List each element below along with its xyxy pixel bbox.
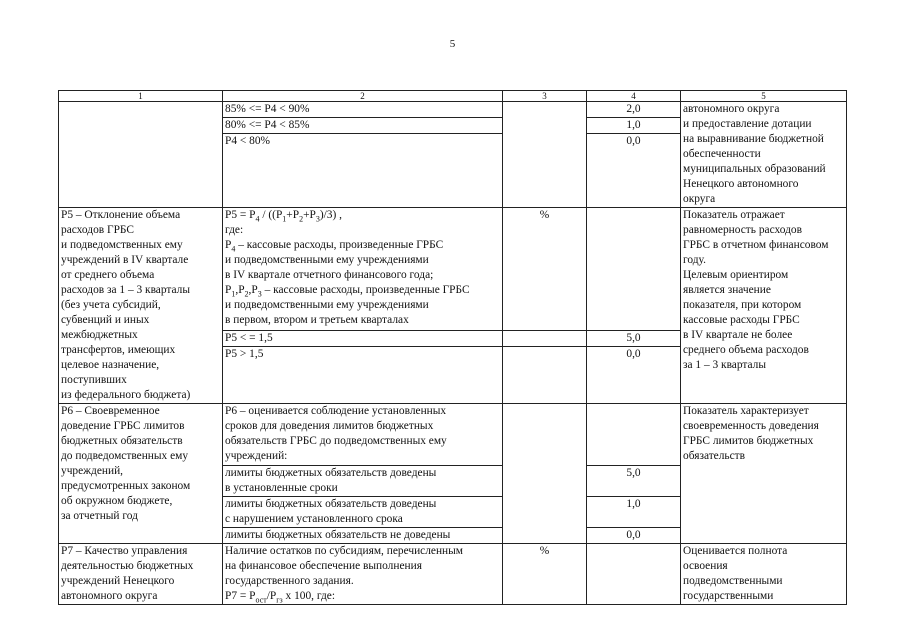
indicator-description: автономного округа и предоставление дотации на выравнивание бюджетной обеспеченности муниципальных образований Ненецкого автономного округа	[681, 102, 847, 208]
formula-subscript: 1	[282, 214, 287, 224]
formula-text: Р5 = Р	[225, 209, 256, 221]
column-number-5: 5	[681, 91, 847, 102]
formula-p5	[225, 208, 500, 223]
definition-text: ,Р	[248, 284, 258, 296]
table-row	[59, 544, 847, 605]
condition-cell: Р5 > 1,5	[223, 347, 503, 404]
formula-text: /Р	[266, 590, 277, 602]
score-cell: 1,0	[587, 497, 681, 528]
score-cell: 1,0	[587, 118, 681, 134]
condition-cell: лимиты бюджетных обязательств доведены с нарушением установленного срока	[223, 497, 503, 528]
indicator-name-p7: Р7 – Качество управления деятельностью бюджетных учреждений Ненецкого автономного округа	[59, 544, 223, 605]
table-row	[59, 208, 847, 331]
condition-cell: Р5 < = 1,5	[223, 330, 503, 346]
definition-text: ,Р	[235, 284, 245, 296]
score-cell: 0,0	[587, 528, 681, 544]
formula-subscript: 4	[255, 214, 260, 224]
formula-cell-p7	[223, 544, 503, 605]
formula-text: +Р	[286, 209, 300, 221]
definition-text: – кассовые расходы, произведенные ГРБС и подведомственными ему учреждениями в первом, втором и третьем кварталах	[225, 284, 470, 326]
score-cell: 5,0	[587, 330, 681, 346]
score-cell: 0,0	[587, 347, 681, 404]
unit-cell	[503, 347, 587, 404]
indicator-name-p6: Р6 – Своевременное доведение ГРБС лимитов бюджетных обязательств до подведомственных ему учреждений, предусмотренных законом об окружном бюджете, за отчетный год	[59, 404, 223, 544]
unit-cell	[503, 330, 587, 346]
score-cell: 5,0	[587, 466, 681, 497]
p123-definition	[225, 283, 500, 328]
indicators-table	[58, 90, 847, 605]
unit-cell-p6	[503, 404, 587, 544]
column-number-2: 2	[223, 91, 503, 102]
formula-cell-p5	[223, 208, 503, 331]
score-cell	[587, 544, 681, 605]
condition-intro-p6: Р6 – оценивается соблюдение установленных сроков для доведения лимитов бюджетных обязательств ГРБС до подведомственных ему учреждений:	[223, 404, 503, 466]
definition-text: Р	[225, 284, 232, 296]
unit-cell-p7: %	[503, 544, 587, 605]
condition-cell: лимиты бюджетных обязательств не доведены	[223, 528, 503, 544]
condition-cell: 85% <= P4 < 90%	[223, 102, 503, 118]
formula-p7	[225, 589, 500, 604]
definition-subscript: 1	[231, 289, 236, 299]
definition-subscript: 2	[244, 289, 249, 299]
formula-text: +Р	[303, 209, 316, 221]
score-cell: 0,0	[587, 134, 681, 208]
formula-subscript: 3	[315, 214, 320, 224]
unit-cell	[503, 102, 587, 208]
indicator-description-p5: Показатель отражает равномерность расходов ГРБС в отчетном финансовом году. Целевым ориентиром является значение показателя, при котором кассовые расходы ГРБС в IV квартале не более среднего объема расходов за 1 – 3 кварталы	[681, 208, 847, 404]
indicator-name-cell	[59, 102, 223, 208]
p4-definition	[225, 238, 500, 283]
formula-text: )/3) ,	[319, 209, 342, 221]
formula-subscript: гз	[276, 595, 283, 605]
definition-text: – кассовые расходы, произведенные ГРБС и подведомственными ему учреждениями в IV квартале отчетного финансового года;	[225, 239, 444, 281]
table-row	[59, 404, 847, 466]
indicator-description-p6: Показатель характеризует своевременность доведения ГРБС лимитов бюджетных обязательств	[681, 404, 847, 544]
formula-text: / ((Р	[259, 209, 283, 221]
score-cell	[587, 404, 681, 466]
definition-subscript: 3	[257, 289, 262, 299]
column-number-1: 1	[59, 91, 223, 102]
condition-cell: лимиты бюджетных обязательств доведены в установленные сроки	[223, 466, 503, 497]
definition-subscript: 4	[231, 244, 236, 254]
column-number-3: 3	[503, 91, 587, 102]
column-number-4: 4	[587, 91, 681, 102]
formula-text: х 100, где:	[282, 590, 335, 602]
condition-cell: P4 < 80%	[223, 134, 503, 208]
formula-subscript: 2	[299, 214, 304, 224]
page-number: 5	[449, 38, 456, 50]
formula-subscript: ост	[255, 595, 267, 605]
score-cell	[587, 208, 681, 331]
definition-text: Р	[225, 239, 232, 251]
formula-text: Р7 = Р	[225, 590, 256, 602]
condition-cell: 80% <= P4 < 85%	[223, 118, 503, 134]
indicator-name-p5: Р5 – Отклонение объема расходов ГРБС и подведомственных ему учреждений в IV квартале от среднего объема расходов за 1 – 3 кварталы (без учета субсидий, субвенций и иных межбюджетных трансфертов, имеющих целевое назначение, поступивших из федерального бюджета)	[59, 208, 223, 404]
unit-cell-p5: %	[503, 208, 587, 331]
column-number-row	[59, 91, 847, 102]
score-cell: 2,0	[587, 102, 681, 118]
p7-text: Наличие остатков по субсидиям, перечисленным на финансовое обеспечение выполнения государственного задания.	[225, 545, 464, 587]
where-label: где:	[225, 224, 244, 236]
indicator-description-p7: Оценивается полнота освоения подведомственными государственными	[681, 544, 847, 605]
table-row	[59, 102, 847, 118]
